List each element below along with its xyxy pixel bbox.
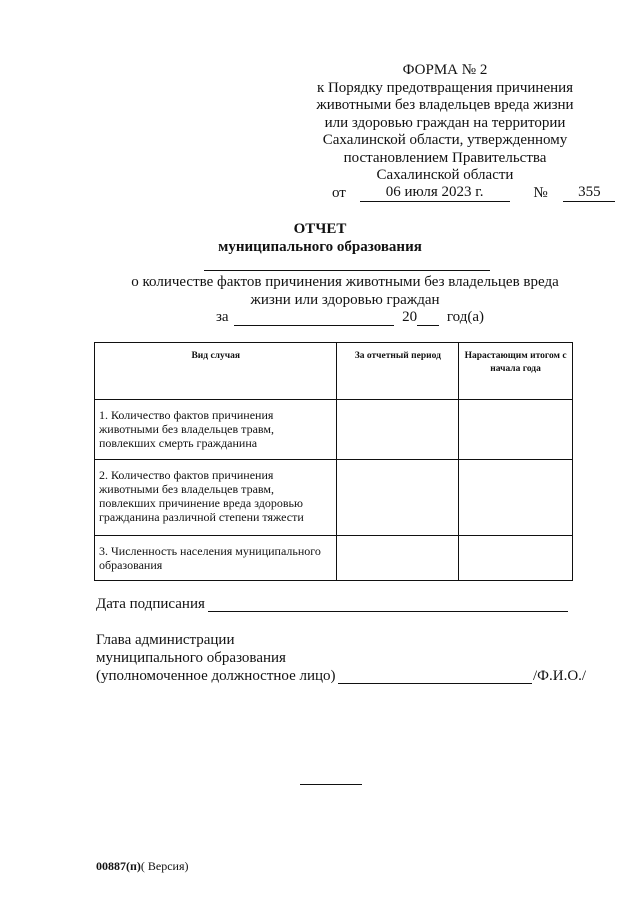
period-blank: [234, 311, 394, 326]
decree-date: 06 июля 2023 г.: [360, 184, 510, 202]
document-code-number: 00887(п): [96, 859, 141, 873]
header-line-5: постановлением Правительства: [343, 149, 547, 166]
period-line: [216, 309, 484, 326]
row-3-label: 3. Численность населения муниципального образования: [99, 544, 321, 572]
report-description-line-1: о количестве фактов причинения животными без владельцев вреда: [131, 274, 559, 290]
header-line-2: животными без владельцев вреда жизни: [316, 97, 574, 113]
row-2-label: 2. Количество фактов причинения животными без владельцев травм, повлекших причинение вреда здоровью гражданина различной степени тяжести: [99, 468, 304, 524]
header-line-3: или здоровью граждан на территории: [324, 114, 566, 131]
report-title: ОТЧЕТ: [293, 221, 347, 237]
row-1-cumulative[interactable]: [459, 400, 573, 460]
signing-date-label: Дата подписания: [96, 596, 205, 612]
decree-date-line: [332, 184, 615, 202]
document-code: [96, 859, 189, 874]
municipality-name-line: [204, 270, 490, 271]
form-number: ФОРМА № 2: [402, 62, 488, 78]
header-line-6: Сахалинской области: [376, 167, 514, 183]
signing-date-line[interactable]: [208, 611, 568, 612]
year-blank: [417, 311, 439, 326]
year-suffix: год(а): [446, 309, 484, 325]
header-cumulative: Нарастающим итогом с начала года: [459, 343, 573, 400]
head-title-line-3: (уполномоченное должностное лицо): [96, 668, 336, 684]
number-prefix: №: [533, 185, 548, 201]
row-3-period[interactable]: [337, 536, 459, 581]
head-title-line-2: муниципального образования: [96, 650, 286, 666]
header-line-1: к Порядку предотвращения причинения: [316, 79, 574, 96]
row-3-cumulative[interactable]: [459, 536, 573, 581]
fio-label: /Ф.И.О./: [533, 668, 587, 684]
report-description-line-2: жизни или здоровью граждан: [250, 292, 440, 308]
separator-line: [300, 784, 362, 785]
decree-number: 355: [563, 184, 615, 202]
signature-line[interactable]: [338, 683, 532, 684]
header-case-type: Вид случая: [95, 343, 337, 400]
header-line-4: Сахалинской области, утвержденному: [322, 132, 568, 148]
period-prefix: за: [216, 309, 229, 325]
document-version: ( Версия): [140, 859, 189, 873]
row-2-period[interactable]: [337, 460, 459, 536]
form-header: [300, 62, 590, 185]
row-1-label: 1. Количество фактов причинения животными без владельцев травм, повлекших смерть гражданина: [99, 408, 274, 450]
date-prefix: от: [332, 185, 346, 201]
table-row: [95, 460, 573, 536]
head-title-line-1: Глава администрации: [96, 632, 235, 648]
table-row: [95, 400, 573, 460]
header-reporting-period: За отчетный период: [337, 343, 459, 400]
row-2-cumulative[interactable]: [459, 460, 573, 536]
table-row: [95, 536, 573, 581]
row-1-period[interactable]: [337, 400, 459, 460]
table-header-row: [95, 343, 573, 400]
report-table: [94, 342, 573, 581]
year-prefix: 20: [402, 309, 418, 325]
report-subtitle: муниципального образования: [218, 239, 422, 255]
